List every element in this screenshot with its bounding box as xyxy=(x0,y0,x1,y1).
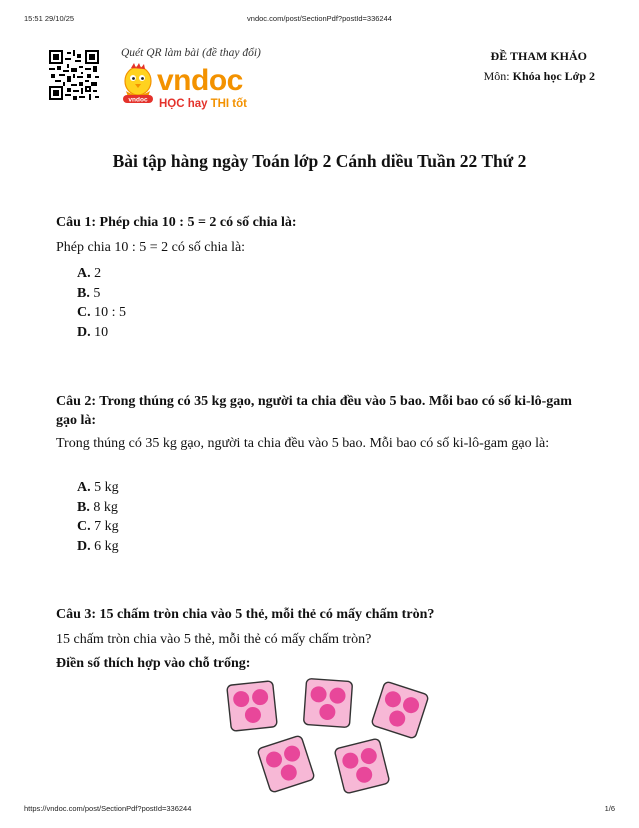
dot-cards-illustration xyxy=(222,676,430,794)
question-3-heading: Câu 3: 15 chấm tròn chia vào 5 thẻ, mỗi thẻ có mấy chấm tròn? xyxy=(56,607,435,622)
option-d[interactable]: D. 10 xyxy=(77,324,109,340)
option-b[interactable]: B. 5 xyxy=(77,285,101,301)
question-3-text: 15 chấm tròn chia vào 5 thẻ, mỗi thẻ có mấy chấm tròn? xyxy=(56,632,372,647)
logo-wordmark: vndoc xyxy=(157,64,243,97)
qr-code[interactable] xyxy=(49,50,99,100)
subject-prefix: Môn: xyxy=(483,69,510,83)
question-2-text: Trong thúng có 35 kg gạo, người ta chia đều vào 5 bao. Mỗi bao có số ki-lô-gam gạo là: xyxy=(56,436,550,451)
dot-card xyxy=(334,738,390,794)
logo-badge-text: vndoc xyxy=(128,96,148,104)
question-1-text: Phép chia 10 : 5 = 2 có số chia là: xyxy=(56,240,246,255)
dot-card xyxy=(257,735,315,793)
print-header xyxy=(0,14,639,26)
question-2-heading: Câu 2: Trong thúng có 35 kg gạo, người ta chia đều vào 5 bao. Mỗi bao có số ki-lô-gam gạo là: xyxy=(56,394,572,428)
option-d[interactable]: D. 6 kg xyxy=(77,538,119,554)
print-datetime: 15:51 29/10/25 xyxy=(24,14,75,23)
dot-card xyxy=(227,681,278,732)
page-number: 1/6 xyxy=(604,804,615,813)
print-url: vndoc.com/post/SectionPdf?postId=336244 xyxy=(247,14,392,23)
option-b[interactable]: B. 8 kg xyxy=(77,499,118,515)
option-c[interactable]: C. 10 : 5 xyxy=(77,305,127,320)
footer-url: https://vndoc.com/post/SectionPdf?postId=336244 xyxy=(24,804,192,813)
option-c[interactable]: C. 7 kg xyxy=(77,519,119,534)
question-1-options xyxy=(77,264,126,342)
slogan-part1: HỌC hay xyxy=(159,98,208,110)
question-3-instruction: Điền số thích hợp vào chỗ trống: xyxy=(56,656,251,671)
slogan-part2: THI tốt xyxy=(210,98,247,110)
doc-label: ĐỀ THAM KHẢO xyxy=(490,49,587,63)
dot-card xyxy=(303,678,352,727)
doc-subject xyxy=(484,69,595,84)
vndoc-logo[interactable] xyxy=(121,63,271,111)
print-footer xyxy=(0,804,639,816)
subject-name: Khóa học Lớp 2 xyxy=(512,69,595,83)
question-1-heading: Câu 1: Phép chia 10 : 5 = 2 có số chia là: xyxy=(56,215,297,230)
dot-card xyxy=(371,681,429,739)
option-a[interactable]: A. 5 kg xyxy=(77,480,119,495)
question-2-options xyxy=(77,478,119,556)
page-title: Bài tập hàng ngày Toán lớp 2 Cánh diều Tuần 22 Thứ 2 xyxy=(112,151,527,171)
logo-slogan xyxy=(159,98,247,110)
qr-caption: Quét QR làm bài (đề thay đổi) xyxy=(121,47,261,59)
option-a[interactable]: A. 2 xyxy=(77,266,102,281)
